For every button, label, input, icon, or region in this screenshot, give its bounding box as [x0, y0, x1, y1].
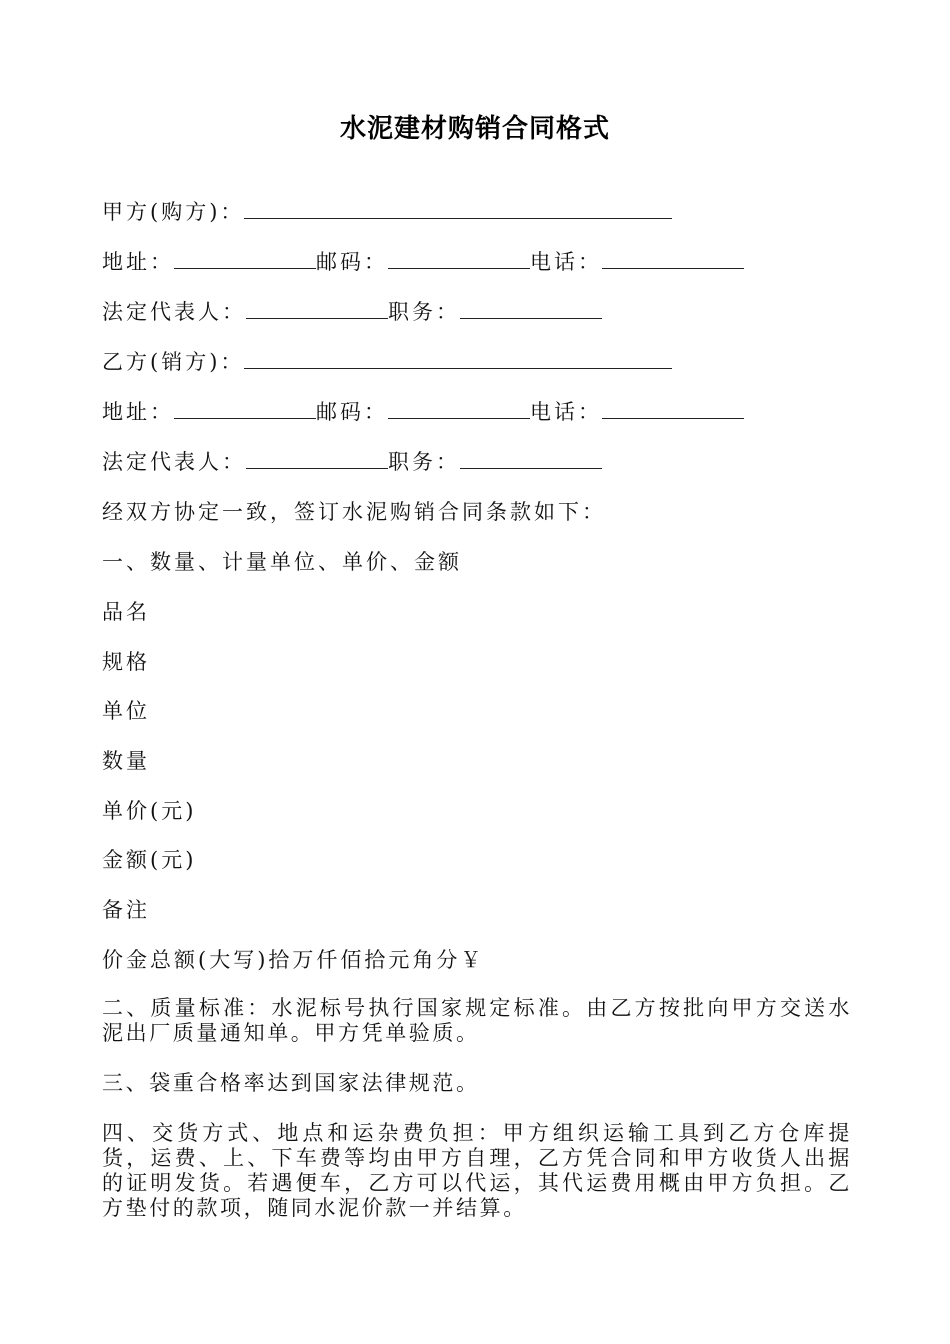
party-a-postcode-label: 邮码： — [316, 250, 388, 274]
party-a-contact-line — [102, 248, 862, 276]
party-b-postcode-blank[interactable] — [388, 398, 530, 419]
party-a-blank[interactable] — [244, 198, 672, 219]
party-b-contact-line — [102, 398, 862, 426]
field-unit: 单位 — [102, 699, 150, 723]
field-product-name: 品名 — [102, 600, 150, 624]
party-b-address-label: 地址： — [102, 400, 174, 424]
party-a-label: 甲方(购方)： — [102, 200, 245, 224]
field-spec: 规格 — [102, 650, 150, 674]
field-unit-price: 单价(元) — [102, 799, 197, 823]
party-b-position-blank[interactable] — [460, 448, 602, 469]
section4-paragraph: 四、交货方式、地点和运杂费负担：甲方组织运输工具到乙方仓库提货，运费、上、下车费等均由甲方自理，乙方凭合同和甲方收货人出据的证明发货。若遇便车，乙方可以代运，其代运费用概由甲方负担。乙方垫付的款项，随同水泥价款一并结算。 — [102, 1121, 852, 1220]
party-b-rep-label: 法定代表人： — [102, 450, 246, 474]
party-b-position-label: 职务： — [388, 450, 460, 474]
section2-paragraph: 二、质量标准：水泥标号执行国家规定标准。由乙方按批向甲方交送水泥出厂质量通知单。甲方凭单验质。 — [102, 996, 852, 1045]
field-remarks: 备注 — [102, 898, 150, 922]
party-b-label: 乙方(销方)： — [102, 350, 245, 374]
party-b-phone-label: 电话： — [530, 400, 602, 424]
party-a-rep-blank[interactable] — [246, 298, 388, 319]
party-a-address-blank[interactable] — [174, 248, 316, 269]
party-b-rep-blank[interactable] — [246, 448, 388, 469]
party-b-phone-blank[interactable] — [602, 398, 744, 419]
party-a-rep-label: 法定代表人： — [102, 300, 246, 324]
party-b-postcode-label: 邮码： — [316, 400, 388, 424]
party-a-phone-blank[interactable] — [602, 248, 744, 269]
intro-text: 经双方协定一致，签订水泥购销合同条款如下： — [102, 500, 606, 524]
party-b-blank[interactable] — [244, 348, 672, 369]
party-a-postcode-blank[interactable] — [388, 248, 530, 269]
party-a-phone-label: 电话： — [530, 250, 602, 274]
party-b-rep-line — [102, 448, 862, 476]
party-b-line — [102, 348, 862, 376]
party-a-rep-line — [102, 298, 862, 326]
party-a-position-blank[interactable] — [460, 298, 602, 319]
party-b-address-blank[interactable] — [174, 398, 316, 419]
document-title: 水泥建材购销合同格式 — [339, 114, 610, 144]
total-amount-line: 价金总额(大写)拾万仟佰拾元角分￥ — [102, 948, 485, 972]
party-a-address-label: 地址： — [102, 250, 174, 274]
field-quantity: 数量 — [102, 749, 150, 773]
party-a-line — [102, 198, 862, 226]
party-a-position-label: 职务： — [388, 300, 460, 324]
field-amount: 金额(元) — [102, 848, 197, 872]
section3-paragraph: 三、袋重合格率达到国家法律规范。 — [102, 1071, 480, 1095]
section1-heading: 一、数量、计量单位、单价、金额 — [102, 550, 462, 574]
